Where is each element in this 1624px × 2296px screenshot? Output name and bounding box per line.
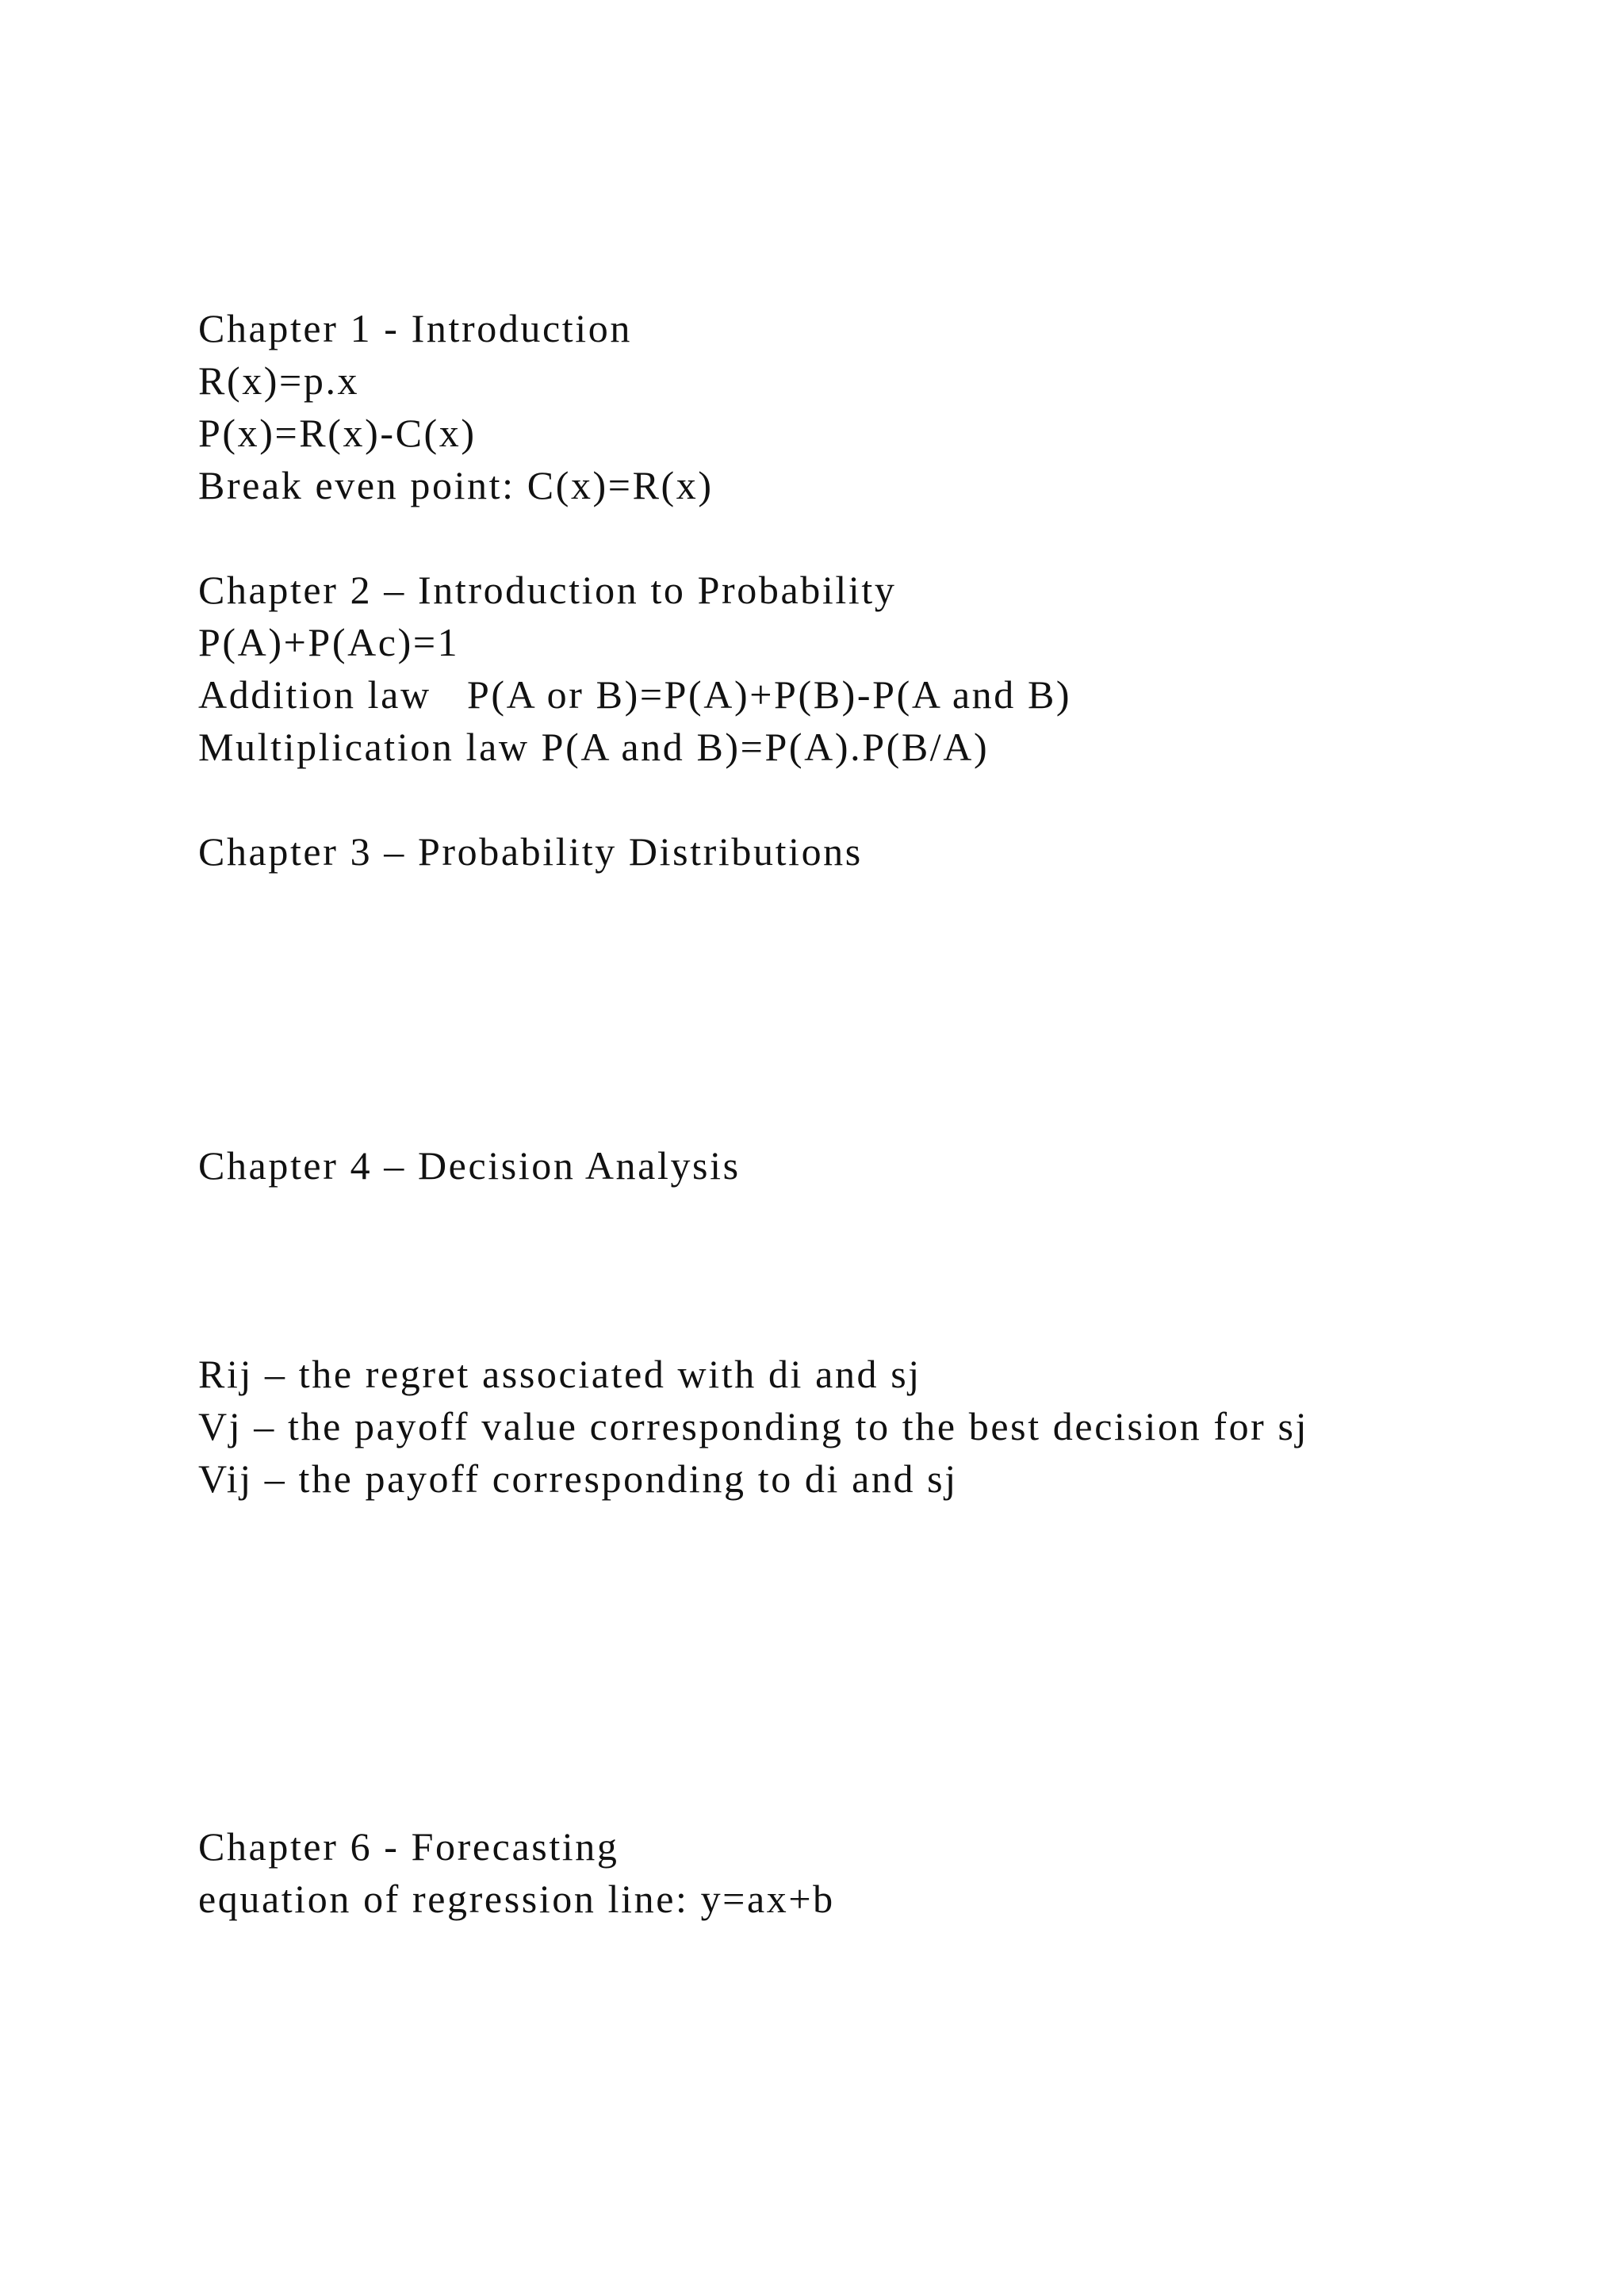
payoff-definition: Vij – the payoff corresponding to di and sj <box>198 1456 958 1501</box>
regret-definition: Rij – the regret associated with di and sj <box>198 1352 921 1396</box>
chapter-3-title: Chapter 3 – Probability Distributions <box>198 829 863 874</box>
chapter-6-title: Chapter 6 - Forecasting <box>198 1824 619 1869</box>
multiplication-law: Multiplication law P(A and B)=P(A).P(B/A) <box>198 725 990 769</box>
chapter-2-title: Chapter 2 – Introduction to Probability <box>198 568 897 612</box>
regression-equation: equation of regression line: y=ax+b <box>198 1877 835 1921</box>
best-payoff-definition: Vj – the payoff value corresponding to the best decision for sj <box>198 1404 1309 1448</box>
revenue-formula: R(x)=p.x <box>198 358 360 403</box>
addition-law: Addition law P(A or B)=P(A)+P(B)-P(A and B) <box>198 672 1072 717</box>
chapter-4-title: Chapter 4 – Decision Analysis <box>198 1143 741 1188</box>
profit-formula: P(x)=R(x)-C(x) <box>198 411 477 455</box>
break-even-formula: Break even point: C(x)=R(x) <box>198 463 714 507</box>
complement-rule: P(A)+P(Ac)=1 <box>198 620 460 664</box>
chapter-1-title: Chapter 1 - Introduction <box>198 306 632 350</box>
